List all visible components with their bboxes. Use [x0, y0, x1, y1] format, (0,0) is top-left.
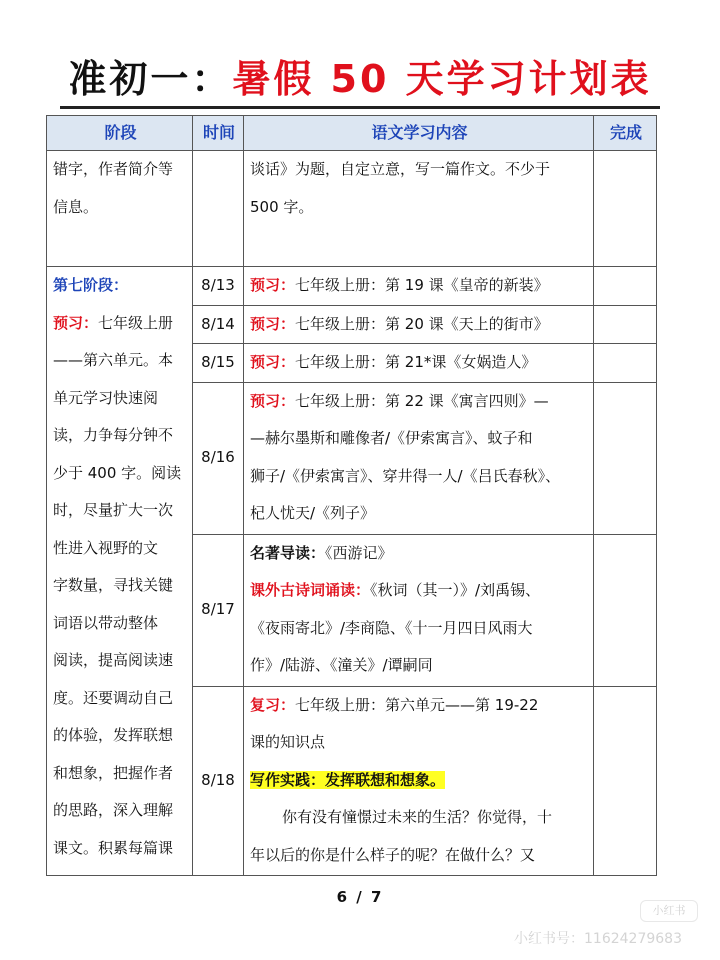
done-cell[interactable] [594, 151, 657, 267]
stage7-line: 和想象，把握作者 [53, 763, 174, 782]
header-stage: 阶段 [47, 116, 193, 151]
stage7-line: 单元学习快速阅 [53, 388, 159, 407]
study-plan-table [46, 115, 657, 876]
date-cell: 8/13 [193, 267, 244, 306]
content-line [250, 572, 589, 610]
content-text: 七年级上册：第 20 课《天上的街市》 [295, 314, 549, 333]
stage7-preview-label: 预习： [53, 313, 99, 332]
preview-label: 预习： [250, 391, 296, 410]
watermark-badge: 小红书 [640, 900, 698, 922]
continued-stage-line: 错字，作者简介等 [53, 160, 174, 178]
continued-date-cell [193, 151, 244, 267]
continued-content-line: 谈话》为题，自定立意，写一篇作文。不少于 [250, 160, 551, 178]
done-cell[interactable] [594, 534, 657, 686]
preview-label: 预习： [250, 314, 296, 333]
content-line: 作》/陆游、《潼关》/谭嗣同 [250, 656, 433, 674]
stage7-preview-text: 七年级上册 [98, 313, 174, 332]
date-cell: 8/16 [193, 382, 244, 534]
preview-label: 预习： [250, 276, 296, 294]
poetry-label: 课外古诗词诵读： [250, 581, 371, 599]
content-text: 《秋词（其一）》/刘禹锡、 [370, 581, 541, 599]
content-cell [244, 534, 594, 686]
content-line: 课的知识点 [250, 733, 326, 751]
content-line: 你有没有憧憬过未来的生活？你觉得，十 [282, 808, 553, 826]
content-cell [244, 686, 594, 875]
header-done: 完成 [594, 116, 657, 151]
content-line [250, 383, 589, 421]
stage7-preview-line [53, 305, 188, 343]
continued-content-line: 500 字。 [250, 197, 314, 216]
date-cell: 8/17 [193, 534, 244, 686]
stage7-line: 字数量，寻找关键 [53, 576, 174, 594]
content-line [250, 535, 589, 573]
page-number: 6 / 7 [336, 888, 384, 906]
title-main: 暑假 50 天学习计划表 [232, 57, 652, 101]
reading-label: 名著导读： [250, 543, 326, 562]
content-text: 七年级上册：第六单元——第 19-22 [295, 695, 539, 714]
content-cell [244, 344, 594, 383]
done-cell[interactable] [594, 382, 657, 534]
stage7-line: 少于 400 字。阅读 [53, 463, 182, 482]
content-line [250, 762, 589, 800]
done-cell[interactable] [594, 686, 657, 875]
date-cell: 8/14 [193, 305, 244, 344]
stage7-line: 的体验，发挥联想 [53, 726, 174, 744]
stage7-line: 阅读，提高阅读速 [53, 651, 174, 669]
title-underline [60, 106, 660, 109]
title-prefix: 准初一： [68, 57, 233, 101]
continued-stage-line: 信息。 [53, 197, 99, 216]
page-title [0, 50, 720, 108]
content-line: 狮子/《伊索寓言》、穿井得一人/《吕氏春秋》、 [250, 466, 561, 485]
content-line: 年以后的你是什么样子的呢？在做什么？又 [250, 845, 536, 864]
stage7-heading: 第七阶段： [53, 276, 129, 294]
writing-practice-highlight: 写作实践：发挥联想和想象。 [250, 770, 446, 789]
done-cell[interactable] [594, 344, 657, 383]
content-line [250, 687, 589, 725]
content-cell [244, 267, 594, 306]
done-cell[interactable] [594, 305, 657, 344]
review-label: 复习： [250, 695, 296, 714]
content-text: 《西游记》 [325, 543, 393, 562]
table-row [47, 267, 657, 306]
stage7-line: 课文。积累每篇课 [53, 838, 174, 857]
date-cell: 8/18 [193, 686, 244, 875]
content-text: 七年级上册：第 19 课《皇帝的新装》 [295, 276, 549, 294]
stage7-cell [47, 267, 193, 876]
header-row [47, 116, 657, 151]
continued-content-cell [244, 151, 594, 267]
content-text: 七年级上册：第 22 课《寓言四则》— [295, 391, 549, 410]
content-line: —赫尔墨斯和雕像者/《伊索寓言》、蚊子和 [250, 429, 533, 447]
content-text: 七年级上册：第 21*课《女娲造人》 [295, 353, 537, 371]
stage7-line: 词语以带动整体 [53, 613, 159, 632]
stage7-line: 的思路，深入理解 [53, 801, 174, 819]
stage7-line: 性进入视野的文 [53, 538, 159, 557]
stage7-line: 读，力争每分钟不 [53, 426, 174, 444]
date-cell: 8/15 [193, 344, 244, 383]
content-line: 《夜雨寄北》/李商隐、《十一月四日风雨大 [250, 618, 533, 637]
continued-stage-cell [47, 151, 193, 267]
stage7-line: ——第六单元。本 [53, 351, 174, 369]
continued-row [47, 151, 657, 267]
content-cell [244, 382, 594, 534]
done-cell[interactable] [594, 267, 657, 306]
header-content: 语文学习内容 [244, 116, 594, 151]
content-cell [244, 305, 594, 344]
header-time: 时间 [193, 116, 244, 151]
preview-label: 预习： [250, 353, 296, 371]
stage7-line: 度。还要调动自己 [53, 688, 174, 707]
watermark-id: 小红书号：11624279683 [514, 931, 682, 947]
content-line: 杞人忧天/《列子》 [250, 504, 376, 522]
stage7-line: 时，尽量扩大一次 [53, 501, 174, 519]
